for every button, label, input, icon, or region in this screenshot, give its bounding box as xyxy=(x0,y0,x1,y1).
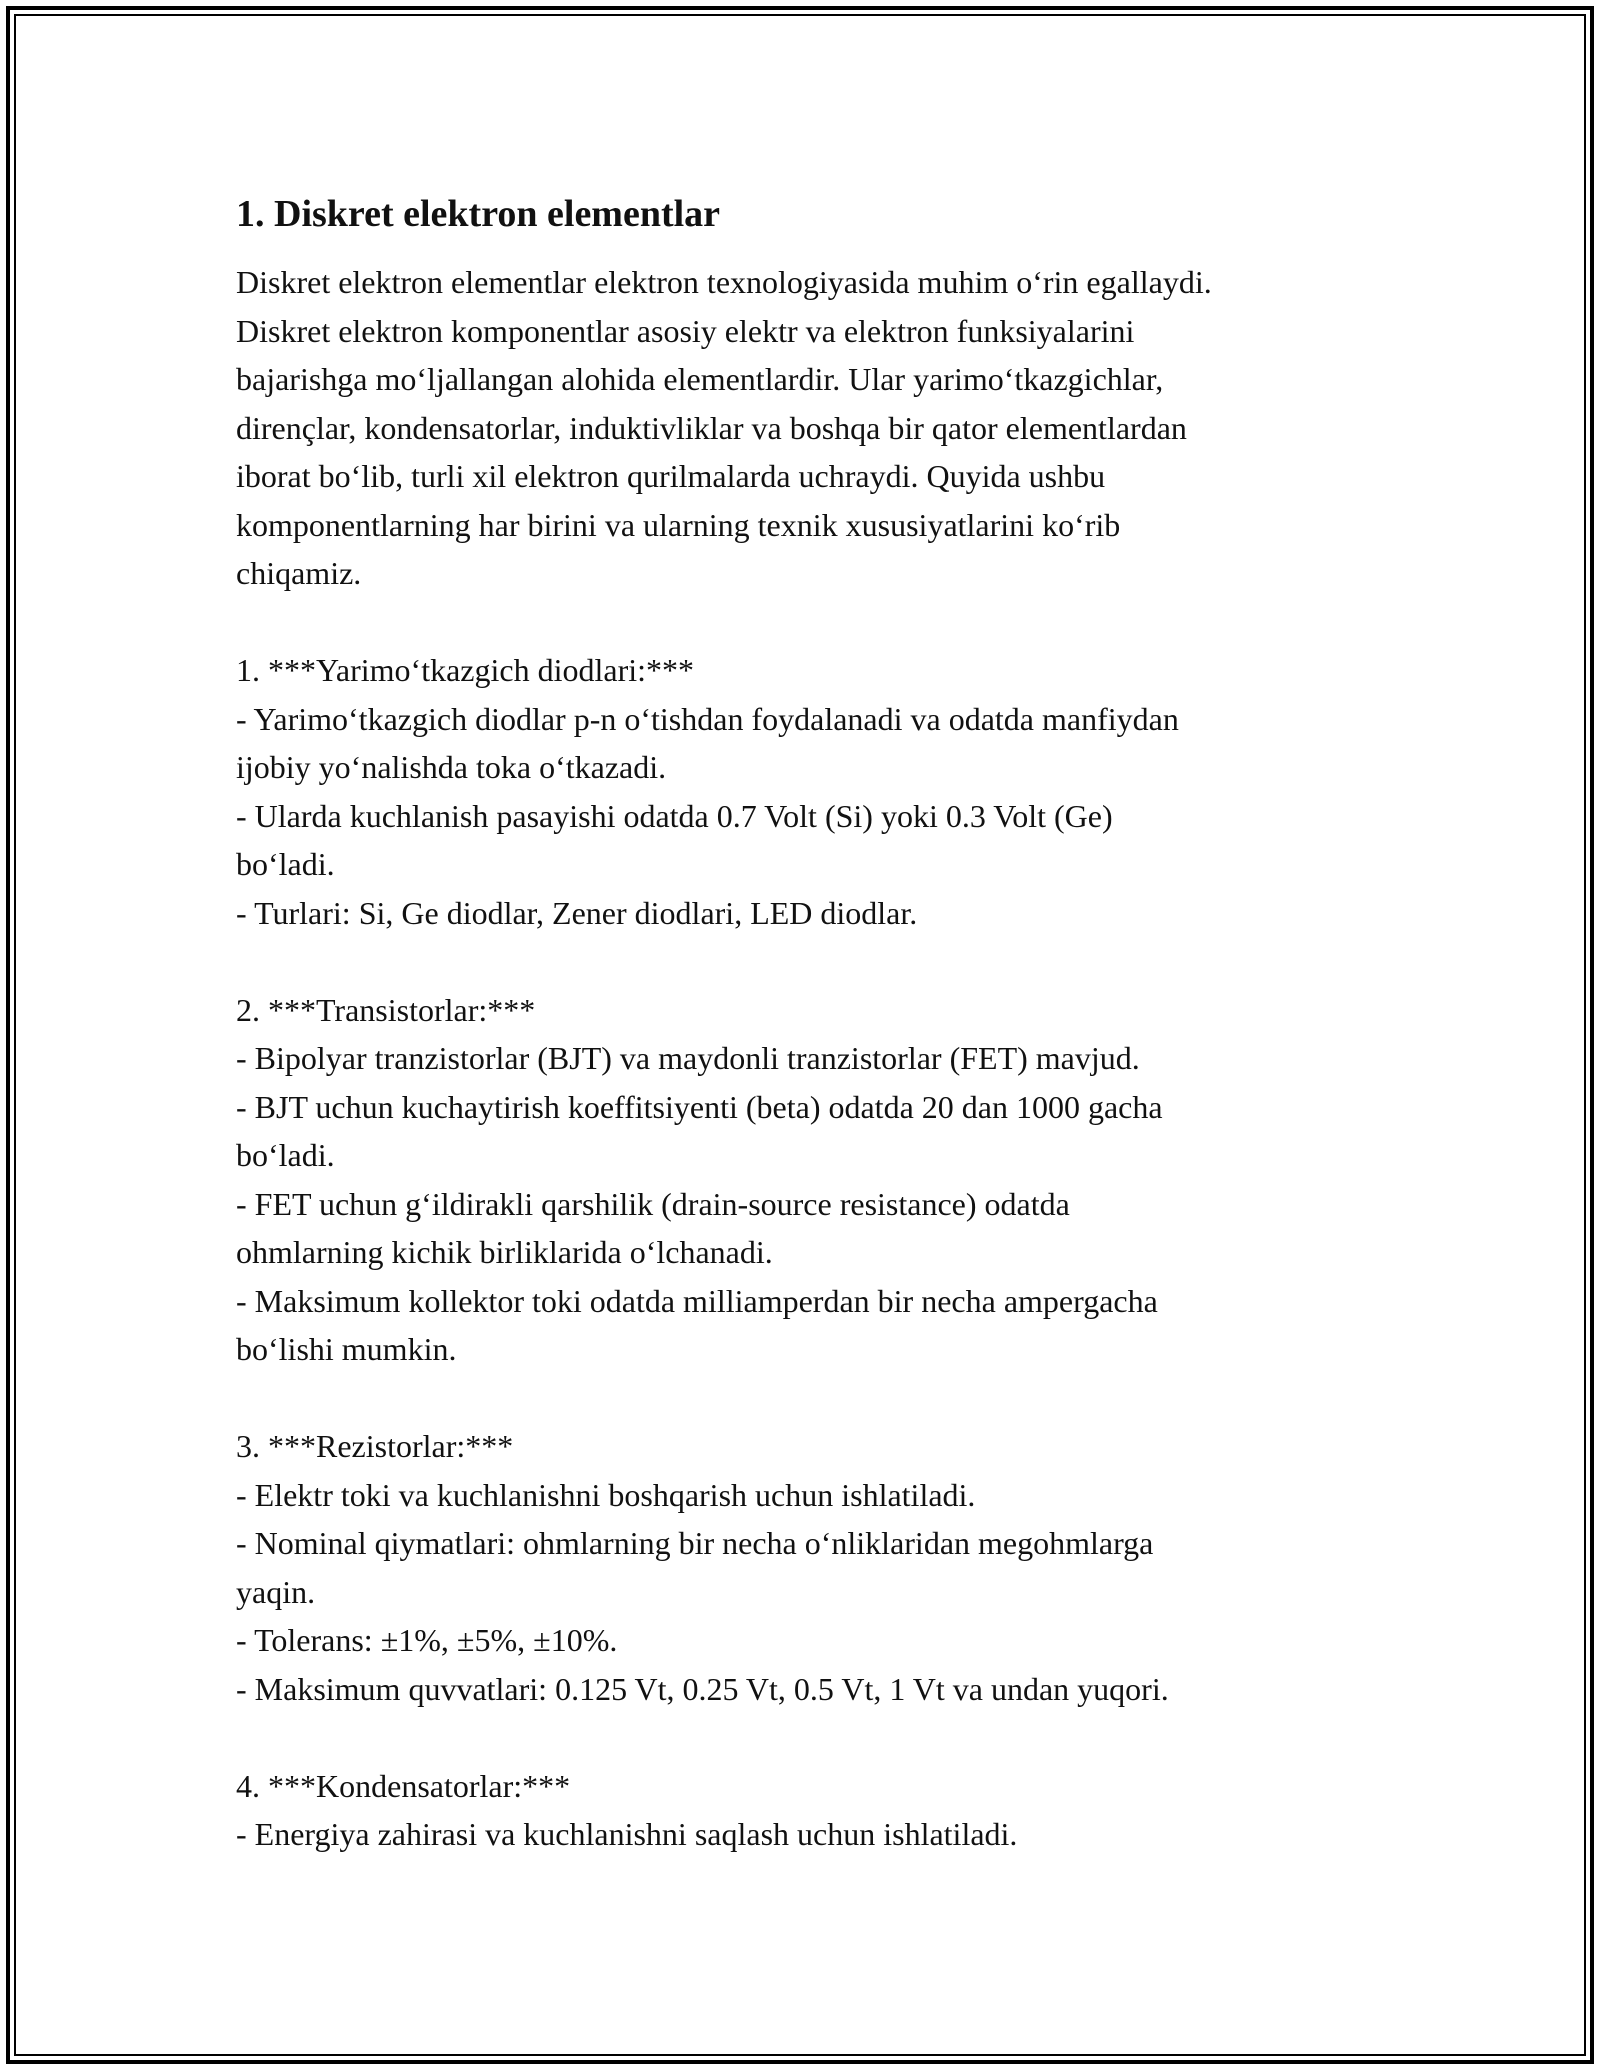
bullet-item: - Nominal qiymatlari: ohmlarning bir necha o‘nliklaridan megohmlarga yaqin. xyxy=(236,1525,1154,1610)
section-transistors xyxy=(236,986,1386,1374)
bullet-item: - Turlari: Si, Ge diodlar, Zener diodlari, LED diodlar. xyxy=(236,894,918,931)
bullet-item: - Ularda kuchlanish pasayishi odatda 0.7 Volt (Si) yoki 0.3 Volt (Ge) bo‘ladi. xyxy=(236,797,1113,882)
section-diodes xyxy=(236,646,1386,937)
bullet-item: - Maksimum kollektor toki odatda milliamperdan bir necha ampergacha bo‘lishi mumkin. xyxy=(236,1282,1158,1367)
section-resistors xyxy=(236,1422,1386,1713)
bullet-item: - Maksimum quvvatlari: 0.125 Vt, 0.25 Vt, 0.5 Vt, 1 Vt va undan yuqori. xyxy=(236,1670,1169,1707)
section-heading: 2. ***Transistorlar:*** xyxy=(236,991,536,1028)
document-title: 1. Diskret elektron elementlar xyxy=(236,193,721,235)
section-heading: 1. ***Yarimo‘tkazgich diodlari:*** xyxy=(236,652,695,688)
bullet-item: - FET uchun g‘ildirakli qarshilik (drain-source resistance) odatda ohmlarning kichik birliklarida o‘lchanadi. xyxy=(236,1185,1070,1270)
bullet-item: - Tolerans: ±1%, ±5%, ±10%. xyxy=(236,1622,618,1658)
section-heading: 3. ***Rezistorlar:*** xyxy=(236,1428,514,1464)
intro-paragraph: Diskret elektron elementlar elektron texnologiyasida muhim o‘rin egallaydi. Diskret elektron komponentlar asosiy elektr va elektron funksiyalarini bajarishga mo‘ljallangan alohida elementlardir. Ular yarimo‘tkazgichlar, dirençlar, kondensatorlar, induktivliklar va boshqa bir qator elementlardan iborat bo‘lib, turli xil elektron qurilmalarda uchraydi. Quyida ushbu komponentlarning har birini va ularning texnik xususiyatlarini ko‘rib chiqamiz. xyxy=(236,264,1212,591)
bullet-item: - Yarimo‘tkazgich diodlar p-n o‘tishdan foydalanadi va odatda manfiydan ijobiy yo‘nalishda toka o‘tkazadi. xyxy=(236,700,1179,785)
bullet-item: - Bipolyar tranzistorlar (BJT) va maydonli tranzistorlar (FET) mavjud. xyxy=(236,1040,1140,1076)
section-capacitors xyxy=(236,1762,1386,1859)
bullet-item: - Energiya zahirasi va kuchlanishni saqlash uchun ishlatiladi. xyxy=(236,1816,1018,1852)
bullet-item: - Elektr toki va kuchlanishni boshqarish uchun ishlatiladi. xyxy=(236,1476,976,1513)
section-heading: 4. ***Kondensatorlar:*** xyxy=(236,1767,571,1804)
document-body xyxy=(236,186,1386,1859)
bullet-item: - BJT uchun kuchaytirish koeffitsiyenti (beta) odatda 20 dan 1000 gacha bo‘ladi. xyxy=(236,1088,1163,1173)
